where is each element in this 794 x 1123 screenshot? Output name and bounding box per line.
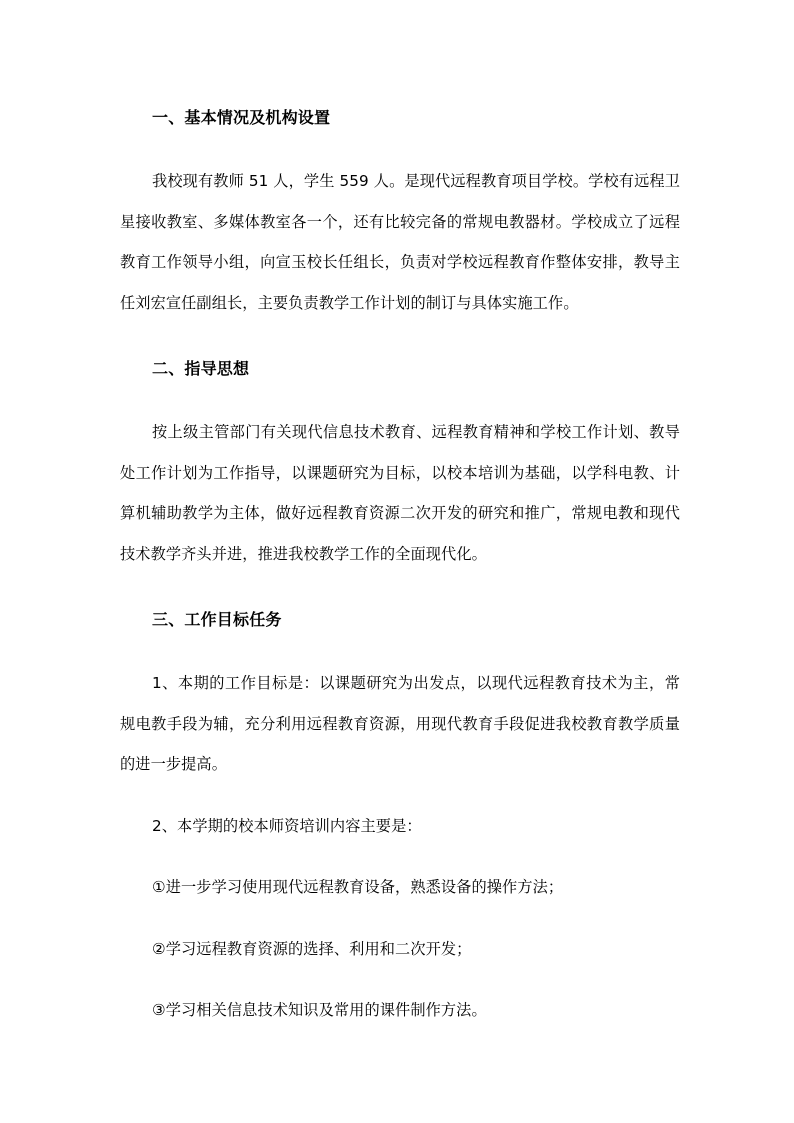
- paragraph-guiding-ideology: 按上级主管部门有关现代信息技术教育、远程教育精神和学校工作计划、教导处工作计划为工作指导，以课题研究为目标，以校本培训为基础，以学科电教、计算机辅助教学为主体，做好远程教育资源二次开发的研究和推广，常规电教和现代技术教学齐头并进，推进我校教学工作的全面现代化。: [120, 423, 680, 563]
- paragraph-goal-2: 2、本学期的校本师资培训内容主要是：: [152, 816, 422, 835]
- section-heading-work-goals: 三、工作目标任务: [152, 610, 282, 629]
- list-item-training-3: ③学习相关信息技术知识及常用的课件制作方法。: [152, 1001, 487, 1019]
- section-heading-guiding-ideology: 二、指导思想: [152, 359, 250, 378]
- list-item-training-2: ②学习远程教育资源的选择、利用和二次开发；: [152, 939, 472, 958]
- paragraph-basic-info: 我校现有教师 51 人，学生 559 人。是现代远程教育项目学校。学校有远程卫星接收教室、多媒体教室各一个，还有比较完备的常规电教器材。学校成立了远程教育工作领导小组，向宣玉校长任组长，负责对学校远程教育作整体安排，教导主任刘宏宣任副组长，主要负责教学工作计划的制订与具体实施工作。: [120, 172, 680, 312]
- paragraph-goal-1: 1、本期的工作目标是：以课题研究为出发点，以现代远程教育技术为主，常规电教手段为辅，充分利用远程教育资源，用现代教育手段促进我校教育教学质量的进一步提高。: [120, 674, 680, 773]
- section-heading-basic-info: 一、基本情况及机构设置: [152, 108, 331, 127]
- list-item-training-1: ①进一步学习使用现代远程教育设备，熟悉设备的操作方法；: [152, 878, 564, 896]
- document-body: [120, 100, 680, 1031]
